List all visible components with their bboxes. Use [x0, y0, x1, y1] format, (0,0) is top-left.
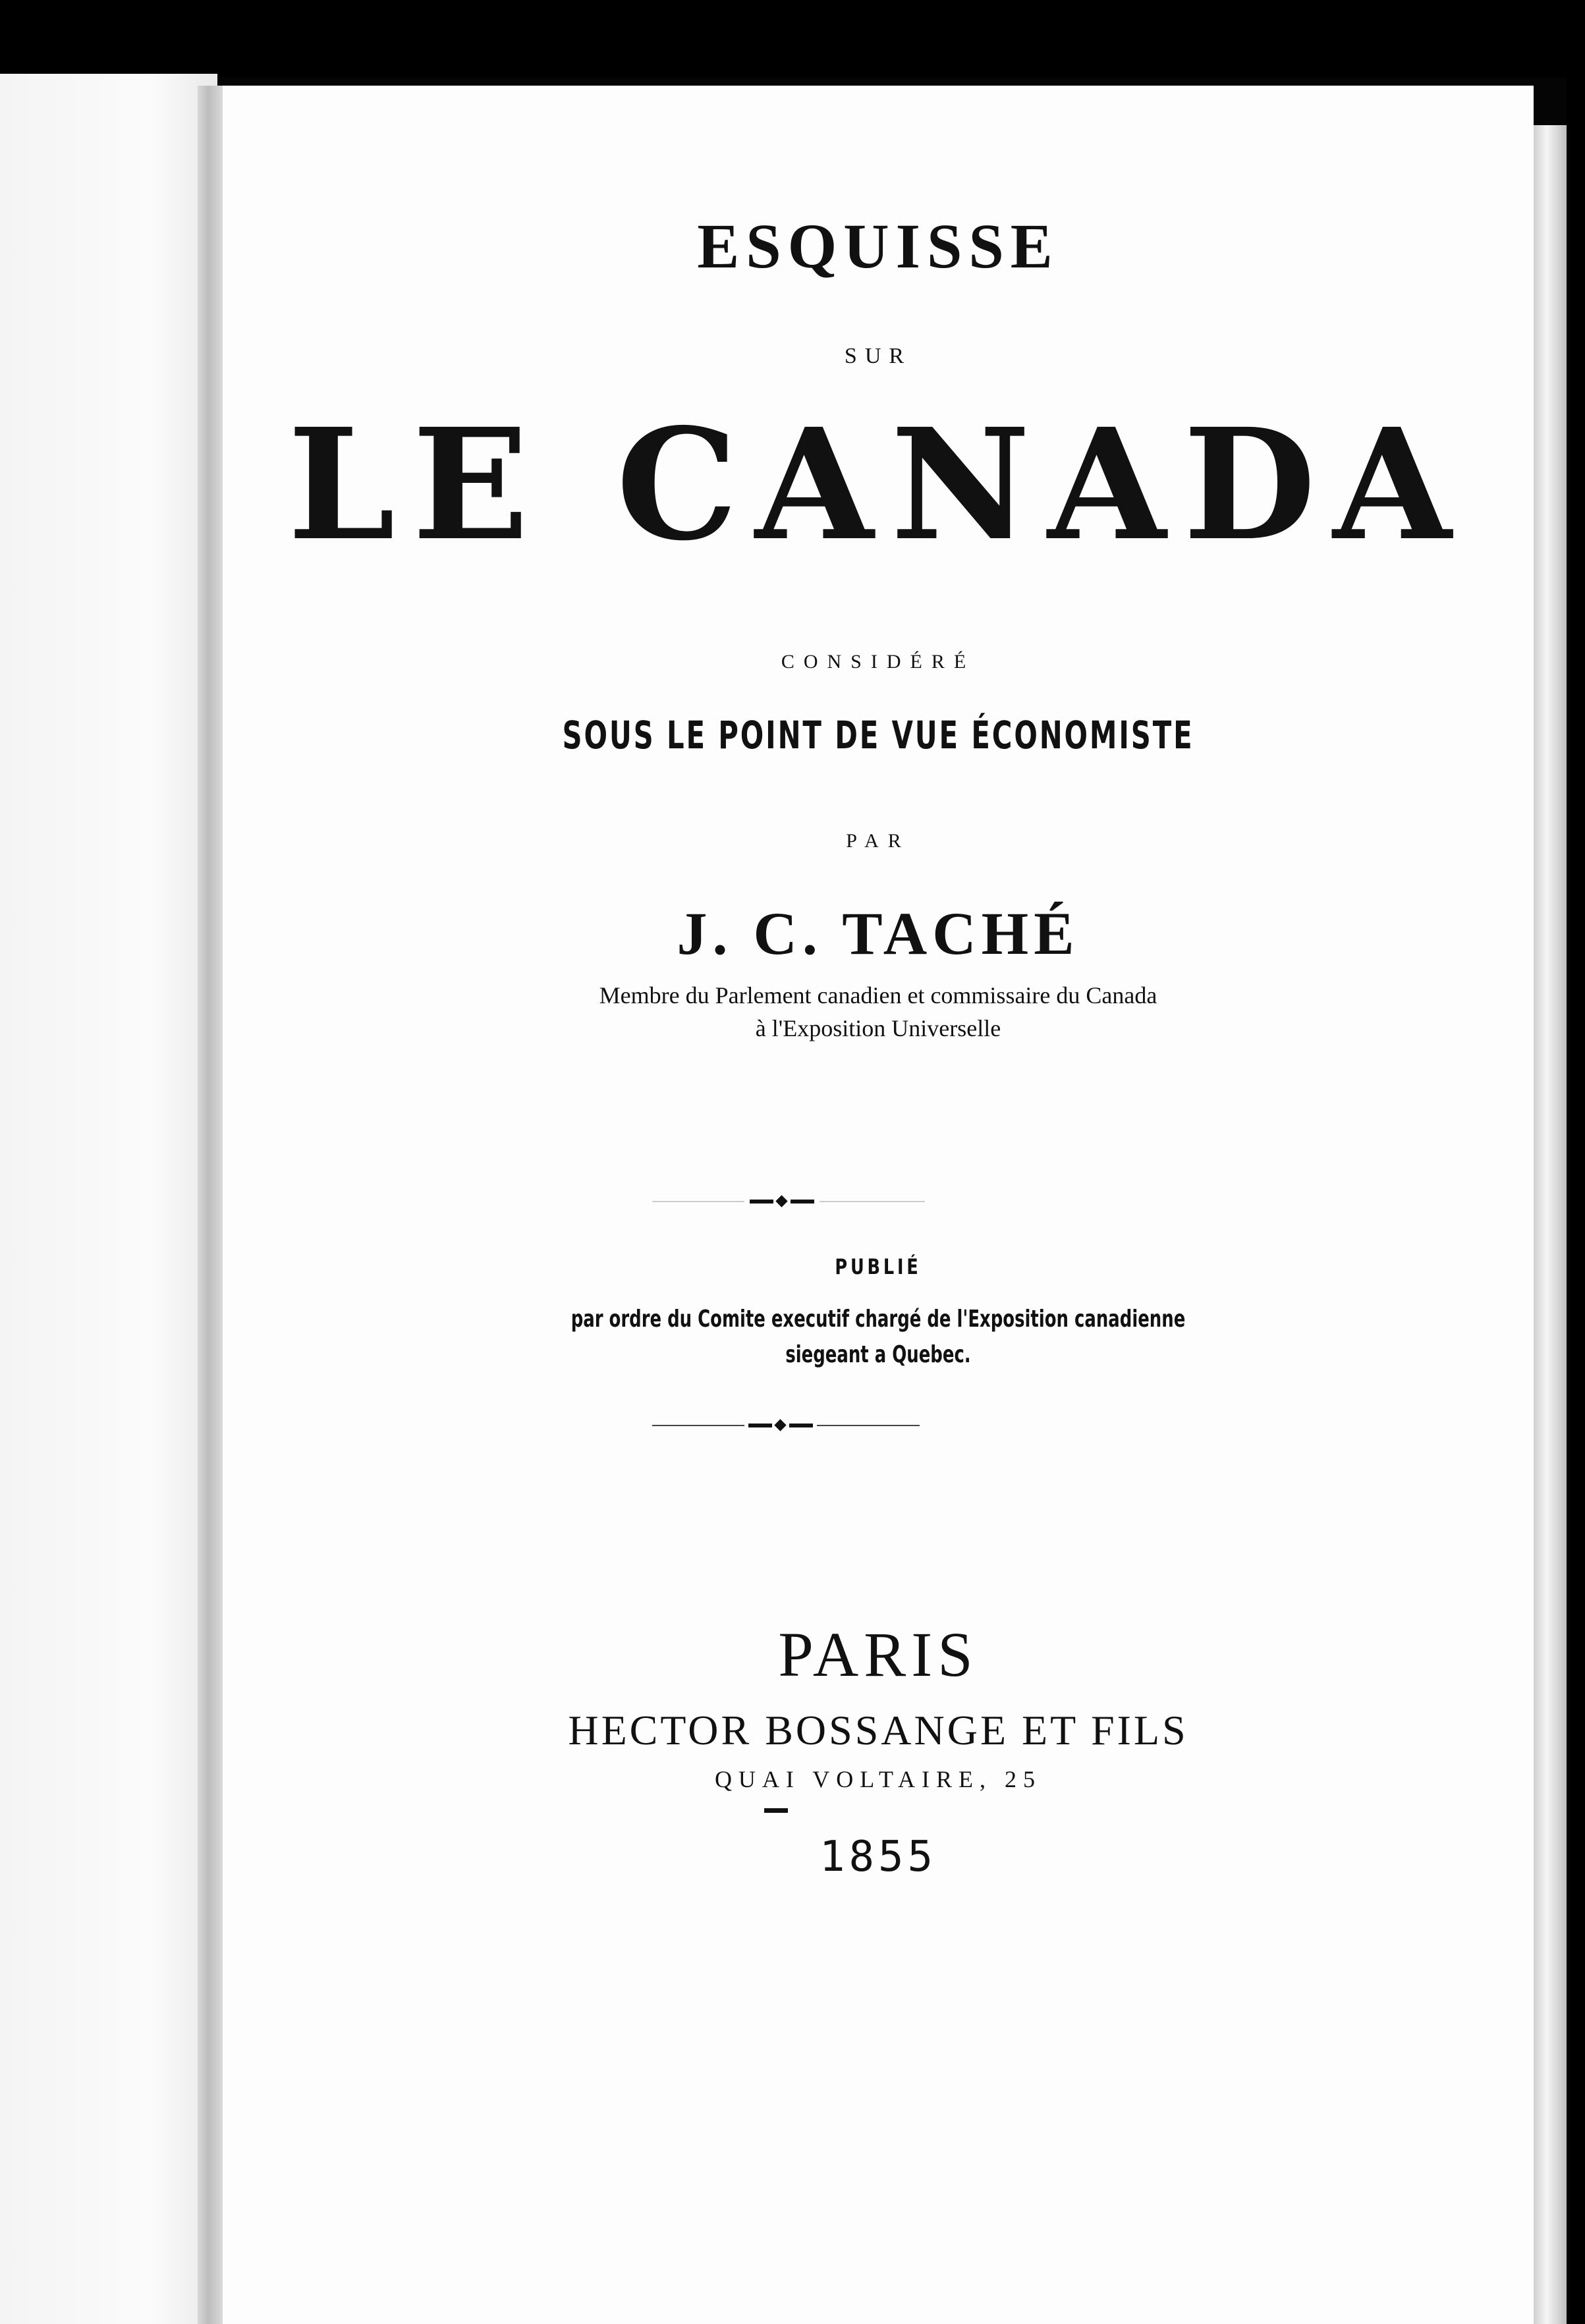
scan-top-border	[0, 0, 1585, 78]
published-line-1: par ordre du Comite executif chargé de l'Exposition canadienne	[570, 1306, 1186, 1333]
published-label: PUBLIÉ	[835, 1254, 922, 1279]
publisher-name: HECTOR BOSSANGE ET FILS	[568, 1707, 1188, 1754]
author-role-line-2: à l'Exposition Universelle	[755, 1015, 1001, 1041]
by-label: PAR	[846, 830, 910, 852]
publication-city: PARIS	[778, 1619, 978, 1690]
page-edge	[1534, 125, 1567, 2324]
subtitle-line-2: SOUS LE POINT DE VUE ÉCONOMISTE	[562, 713, 1194, 758]
published-line-2: siegeant a Quebec.	[785, 1341, 971, 1368]
facing-page	[0, 74, 217, 2324]
short-rule	[764, 1808, 788, 1813]
ornament-divider-1	[652, 1195, 929, 1208]
publication-year: 1855	[819, 1833, 937, 1881]
ornament-divider-2	[652, 1419, 922, 1432]
author-role-line-1: Membre du Parlement canadien et commissaire du Canada	[599, 982, 1157, 1009]
subtitle-line-1: CONSIDÉRÉ	[781, 651, 976, 673]
scan-right-border	[1567, 0, 1585, 2324]
title-line-2: SUR	[844, 344, 912, 368]
author-name: J. C. TACHÉ	[677, 900, 1080, 967]
title-line-1: ESQUISSE	[697, 211, 1059, 281]
publisher-address: QUAI VOLTAIRE, 25	[714, 1766, 1042, 1792]
main-title: LE CANADA	[287, 395, 1469, 574]
book-gutter	[198, 86, 224, 2324]
